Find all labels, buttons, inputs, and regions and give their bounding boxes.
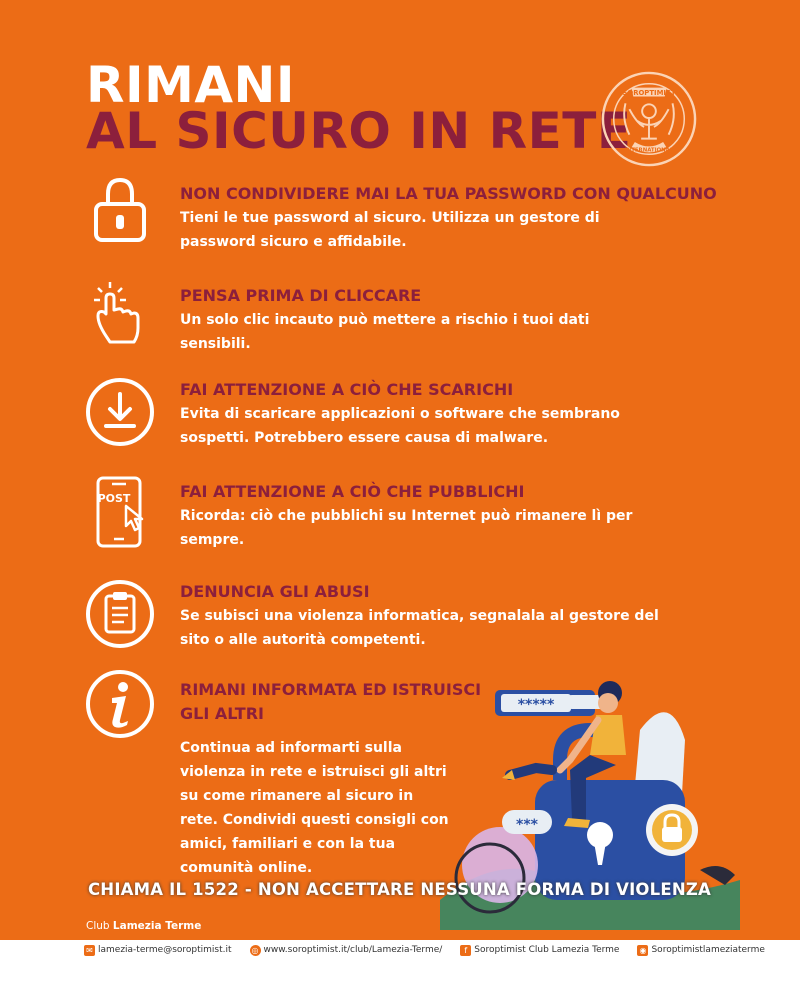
club-label	[86, 920, 201, 932]
item-text-password-2: password sicuro e affidabile.	[180, 234, 407, 250]
password-field-stars: *****	[517, 697, 555, 713]
item-text-report-2: sito o alle autorità competenti.	[180, 632, 426, 648]
item-text-report-1: Se subisci una violenza informatica, segnalala al gestore del	[180, 608, 659, 624]
item-text-inform-2: violenza in rete e istruisci gli altri	[180, 764, 447, 780]
title-line-2: AL SICURO IN RETE	[86, 102, 632, 160]
phone-post-icon	[88, 476, 160, 548]
helpline-call-to-action: CHIAMA IL 1522 - NON ACCETTARE NESSUNA FORMA DI VIOLENZA	[88, 880, 711, 899]
item-text-click-1: Un solo clic incauto può mettere a rischio i tuoi dati	[180, 312, 590, 328]
contact-footer	[0, 940, 800, 960]
item-title-click: PENSA PRIMA DI CLICCARE	[180, 286, 422, 305]
small-password-stars: ***	[516, 817, 538, 833]
info-icon	[84, 668, 156, 740]
item-text-inform-6: comunità online.	[180, 860, 313, 876]
footer-instagram-text: Soroptimistlameziaterme	[651, 945, 765, 955]
footer-website-text: www.soroptimist.it/club/Lamezia-Terme/	[263, 945, 443, 955]
clipboard-icon	[84, 578, 156, 650]
club-prefix: Club	[86, 920, 110, 932]
item-title-inform-2: GLI ALTRI	[180, 704, 264, 723]
phone-post-label: POST	[97, 492, 131, 505]
item-title-password: NON CONDIVIDERE MAI LA TUA PASSWORD CON QUALCUNO	[180, 184, 717, 203]
footer-facebook[interactable]	[460, 945, 619, 956]
item-text-publish-2: sempre.	[180, 532, 245, 548]
soroptimist-logo	[600, 70, 698, 168]
footer-website[interactable]	[250, 945, 443, 956]
email-icon: ✉	[84, 945, 95, 956]
item-title-publish: FAI ATTENZIONE A CIÒ CHE PUBBLICHI	[180, 482, 525, 501]
item-title-inform-1: RIMANI INFORMATA ED ISTRUISCI	[180, 680, 482, 699]
web-icon: ◎	[250, 945, 261, 956]
logo-bottom-text: INTERNATIONAL	[624, 147, 674, 154]
footer-facebook-text: Soroptimist Club Lamezia Terme	[474, 945, 620, 955]
footer-email[interactable]	[84, 945, 232, 956]
item-text-inform-3: su come rimanere al sicuro in	[180, 788, 414, 804]
item-text-inform-4: rete. Condividi questi consigli con	[180, 812, 449, 828]
item-text-inform-1: Continua ad informarti sulla	[180, 740, 402, 756]
item-title-report: DENUNCIA GLI ABUSI	[180, 582, 370, 601]
download-icon	[84, 376, 156, 448]
item-text-inform-5: amici, familiari e con la tua	[180, 836, 396, 852]
footer-instagram[interactable]	[637, 945, 764, 956]
lock-icon	[84, 172, 156, 244]
item-title-download: FAI ATTENZIONE A CIÒ CHE SCARICHI	[180, 380, 514, 399]
facebook-icon: f	[460, 945, 471, 956]
item-text-download-2: sospetti. Potrebbero essere causa di malware.	[180, 430, 549, 446]
item-text-click-2: sensibili.	[180, 336, 251, 352]
item-text-publish-1: Ricorda: ciò che pubblichi su Internet può rimanere lì per	[180, 508, 633, 524]
instagram-icon: ◉	[637, 945, 648, 956]
club-name: Lamezia Terme	[112, 920, 202, 932]
footer-email-text: lamezia-terme@soroptimist.it	[98, 945, 232, 955]
item-text-password-1: Tieni le tue password al sicuro. Utilizza un gestore di	[180, 210, 600, 226]
hand-pointer-icon	[88, 276, 160, 348]
item-text-download-1: Evita di scaricare applicazioni o software che sembrano	[180, 406, 620, 422]
title-line-1: RIMANI	[86, 56, 296, 114]
bottom-margin	[0, 960, 800, 1000]
logo-top-text: SOROPTIMIST	[622, 88, 676, 97]
